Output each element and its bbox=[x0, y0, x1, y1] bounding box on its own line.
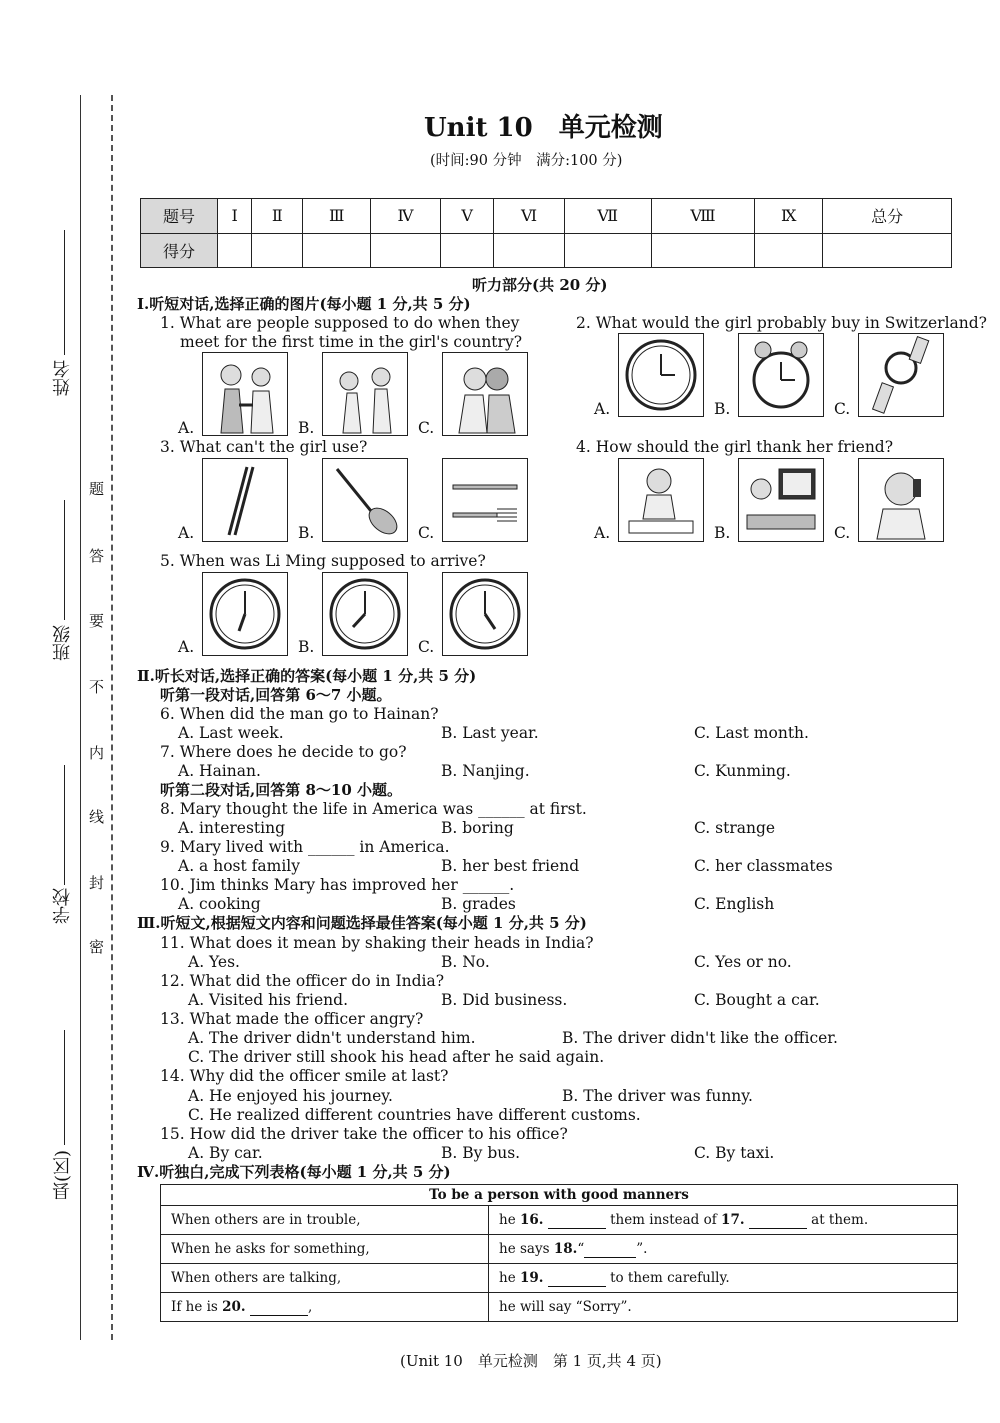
option-label: B. bbox=[298, 638, 315, 656]
q8-text: 8. Mary thought the life in America was ______ at first. bbox=[160, 800, 587, 818]
section1-heading: Ⅰ.听短对话,选择正确的图片(每小题 1 分,共 5 分) bbox=[137, 295, 471, 313]
kissing-picture[interactable] bbox=[442, 352, 528, 436]
writing-letter-picture[interactable] bbox=[618, 458, 704, 542]
q11-option-a[interactable]: A. Yes. bbox=[188, 953, 240, 971]
q1-text: 1. What are people supposed to do when they bbox=[160, 314, 520, 332]
blank-number: 19. bbox=[519, 1269, 544, 1286]
q9-option-b[interactable]: B. her best friend bbox=[441, 857, 580, 875]
table-cell bbox=[489, 1206, 958, 1235]
q10-option-c[interactable]: C. English bbox=[694, 895, 775, 913]
q10-option-b[interactable]: B. grades bbox=[441, 895, 516, 913]
score-input-cell[interactable] bbox=[371, 233, 441, 268]
score-header-cell: Ⅵ bbox=[494, 199, 564, 234]
seal-char: 题 bbox=[89, 480, 105, 498]
option-label: C. bbox=[834, 524, 851, 542]
q12-text: 12. What did the officer do in India? bbox=[160, 972, 445, 990]
score-input-cell[interactable] bbox=[823, 233, 952, 268]
section2-sub2: 听第二段对话,回答第 8～10 小题。 bbox=[160, 781, 402, 799]
answer-blank-19[interactable] bbox=[548, 1270, 606, 1287]
class-blank bbox=[64, 500, 65, 620]
q14-option-c[interactable]: C. He realized different countries have different customs. bbox=[188, 1106, 641, 1124]
score-header-cell: 题号 bbox=[141, 199, 218, 234]
seal-char: 答 bbox=[89, 547, 105, 565]
listening-title: 听力部分(共 20 分) bbox=[472, 276, 608, 294]
blank-number: 18. bbox=[553, 1240, 578, 1257]
q13-option-c[interactable]: C. The driver still shook his head after he said again. bbox=[188, 1048, 605, 1066]
cell-text: he bbox=[499, 1211, 516, 1228]
q7-text: 7. Where does he decide to go? bbox=[160, 743, 407, 761]
table-cell bbox=[161, 1293, 489, 1322]
bowing-picture[interactable] bbox=[322, 352, 408, 436]
chopsticks-picture[interactable] bbox=[202, 458, 288, 542]
q5-text: 5. When was Li Ming supposed to arrive? bbox=[160, 552, 486, 570]
name-blank bbox=[64, 230, 65, 355]
option-label: C. bbox=[418, 524, 435, 542]
q9-option-a[interactable]: A. a host family bbox=[178, 857, 300, 875]
score-header-cell: Ⅷ bbox=[651, 199, 755, 234]
q6-text: 6. When did the man go to Hainan? bbox=[160, 705, 439, 723]
q7-option-b[interactable]: B. Nanjing. bbox=[441, 762, 530, 780]
q15-option-c[interactable]: C. By taxi. bbox=[694, 1144, 775, 1162]
blank-number: 16. bbox=[519, 1211, 544, 1228]
option-label: C. bbox=[834, 400, 851, 418]
seal-char: 封 bbox=[89, 874, 105, 892]
answer-blank-18[interactable] bbox=[584, 1241, 636, 1258]
school-label: 学校 bbox=[52, 888, 73, 924]
score-input-cell[interactable] bbox=[564, 233, 651, 268]
section4-heading: Ⅳ.听独白,完成下列表格(每小题 1 分,共 5 分) bbox=[137, 1163, 451, 1181]
q2-text: 2. What would the girl probably buy in Switzerland? bbox=[576, 314, 987, 332]
q14-text: 14. Why did the officer smile at last? bbox=[160, 1067, 449, 1085]
option-label: B. bbox=[298, 524, 315, 542]
cell-text: them instead of bbox=[610, 1211, 717, 1228]
wristwatch-picture[interactable] bbox=[858, 333, 944, 417]
table-cell: When others are in trouble, bbox=[161, 1206, 489, 1235]
q3-text: 3. What can't the girl use? bbox=[160, 438, 368, 456]
option-label: A. bbox=[178, 524, 195, 542]
cell-text: he bbox=[499, 1269, 516, 1286]
score-input-cell[interactable] bbox=[303, 233, 371, 268]
seal-char: 不 bbox=[89, 678, 105, 696]
computer-picture[interactable] bbox=[738, 458, 824, 542]
knife-fork-picture[interactable] bbox=[442, 458, 528, 542]
q13-text: 13. What made the officer angry? bbox=[160, 1010, 424, 1028]
table-cell: When he asks for something, bbox=[161, 1235, 489, 1264]
score-header-cell: Ⅳ bbox=[371, 199, 441, 234]
q10-option-a[interactable]: A. cooking bbox=[178, 895, 261, 913]
quote-mark: ”. bbox=[636, 1240, 648, 1257]
q7-option-a[interactable]: A. Hainan. bbox=[178, 762, 261, 780]
q15-text: 15. How did the driver take the officer to his office? bbox=[160, 1125, 568, 1143]
score-header-cell: 总分 bbox=[823, 199, 952, 234]
option-label: A. bbox=[178, 638, 195, 656]
option-label: B. bbox=[298, 419, 315, 437]
table-cell bbox=[489, 1264, 958, 1293]
option-label: B. bbox=[714, 400, 731, 418]
score-input-cell[interactable] bbox=[218, 233, 252, 268]
spoon-picture[interactable] bbox=[322, 458, 408, 542]
cell-text: , bbox=[307, 1298, 313, 1315]
county-blank bbox=[64, 1030, 65, 1145]
score-input-cell[interactable] bbox=[755, 233, 823, 268]
q14-option-b[interactable]: B. The driver was funny. bbox=[562, 1087, 753, 1105]
seal-char: 要 bbox=[89, 612, 105, 630]
q11-text: 11. What does it mean by shaking their heads in India? bbox=[160, 934, 594, 952]
answer-blank-17[interactable] bbox=[749, 1212, 807, 1229]
score-header-cell: Ⅲ bbox=[303, 199, 371, 234]
wall-clock-picture[interactable] bbox=[618, 333, 704, 417]
option-label: C. bbox=[418, 638, 435, 656]
table-cell: When others are talking, bbox=[161, 1264, 489, 1293]
q15-option-a[interactable]: A. By car. bbox=[188, 1144, 263, 1162]
sidebar-rule bbox=[80, 95, 81, 1340]
q14-option-a[interactable]: A. He enjoyed his journey. bbox=[188, 1087, 393, 1105]
q11-option-c[interactable]: C. Yes or no. bbox=[694, 953, 792, 971]
manners-table bbox=[160, 1184, 958, 1322]
q1-text-2: meet for the first time in the girl's country? bbox=[180, 333, 523, 351]
name-label: 姓名 bbox=[52, 360, 73, 396]
cell-text: to them carefully. bbox=[610, 1269, 730, 1286]
seal-char: 内 bbox=[89, 744, 105, 762]
county-label: 县(区) bbox=[52, 1150, 73, 1201]
q12-option-b[interactable]: B. Did business. bbox=[441, 991, 568, 1009]
section2-sub1: 听第一段对话,回答第 6～7 小题。 bbox=[160, 686, 392, 704]
cell-text: If he is bbox=[171, 1298, 218, 1315]
q8-option-c[interactable]: C. strange bbox=[694, 819, 776, 837]
quote-mark: “ bbox=[577, 1240, 585, 1257]
q7-option-c[interactable]: C. Kunming. bbox=[694, 762, 791, 780]
handshake-picture[interactable] bbox=[202, 352, 288, 436]
score-header-cell: Ⅴ bbox=[440, 199, 494, 234]
cell-text: he says bbox=[499, 1240, 550, 1257]
table-cell: he will say “Sorry”. bbox=[489, 1293, 958, 1322]
cell-text: at them. bbox=[811, 1211, 869, 1228]
phone-call-picture[interactable] bbox=[858, 458, 944, 542]
seal-char: 密 bbox=[89, 938, 105, 956]
score-header-cell: Ⅶ bbox=[564, 199, 651, 234]
q13-option-a[interactable]: A. The driver didn't understand him. bbox=[188, 1029, 476, 1047]
q6-option-c[interactable]: C. Last month. bbox=[694, 724, 809, 742]
seal-char: 线 bbox=[89, 808, 105, 826]
answer-blank-20[interactable] bbox=[250, 1299, 308, 1316]
answer-blank-16[interactable] bbox=[548, 1212, 606, 1229]
page-title: Unit 10 单元检测 bbox=[424, 113, 663, 143]
q12-option-a[interactable]: A. Visited his friend. bbox=[188, 991, 349, 1009]
clock-7-picture[interactable] bbox=[202, 572, 288, 656]
score-header-cell: Ⅰ bbox=[218, 199, 252, 234]
option-label: A. bbox=[594, 524, 611, 542]
q13-option-b[interactable]: B. The driver didn't like the officer. bbox=[562, 1029, 838, 1047]
page-subtitle: (时间:90 分钟 满分:100 分) bbox=[430, 153, 623, 169]
option-label: A. bbox=[178, 419, 195, 437]
q12-option-c[interactable]: C. Bought a car. bbox=[694, 991, 820, 1009]
table-title: To be a person with good manners bbox=[161, 1185, 958, 1206]
option-label: C. bbox=[418, 419, 435, 437]
school-blank bbox=[64, 765, 65, 885]
clock-5-picture[interactable] bbox=[442, 572, 528, 656]
clock-8-picture[interactable] bbox=[322, 572, 408, 656]
seal-line bbox=[111, 95, 113, 1340]
q4-text: 4. How should the girl thank her friend? bbox=[576, 438, 894, 456]
section2-heading: Ⅱ.听长对话,选择正确的答案(每小题 1 分,共 5 分) bbox=[137, 667, 477, 685]
score-input-cell[interactable] bbox=[440, 233, 494, 268]
class-label: 班级 bbox=[52, 625, 73, 661]
section3-heading: Ⅲ.听短文,根据短文内容和问题选择最佳答案(每小题 1 分,共 5 分) bbox=[137, 914, 587, 932]
alarm-clock-picture[interactable] bbox=[738, 333, 824, 417]
score-input-cell[interactable] bbox=[651, 233, 755, 268]
q6-option-b[interactable]: B. Last year. bbox=[441, 724, 539, 742]
score-header-cell: Ⅱ bbox=[252, 199, 303, 234]
q9-option-c[interactable]: C. her classmates bbox=[694, 857, 833, 875]
table-cell bbox=[489, 1235, 958, 1264]
score-table bbox=[140, 198, 952, 268]
score-header-cell: Ⅸ bbox=[755, 199, 823, 234]
blank-number: 20. bbox=[222, 1298, 246, 1315]
blank-number: 17. bbox=[721, 1211, 745, 1228]
q9-text: 9. Mary lived with ______ in America. bbox=[160, 838, 450, 856]
page-footer: (Unit 10 单元检测 第 1 页,共 4 页) bbox=[400, 1352, 662, 1370]
q11-option-b[interactable]: B. No. bbox=[441, 953, 490, 971]
score-input-cell[interactable] bbox=[494, 233, 564, 268]
q6-option-a[interactable]: A. Last week. bbox=[178, 724, 284, 742]
q8-option-b[interactable]: B. boring bbox=[441, 819, 514, 837]
option-label: B. bbox=[714, 524, 731, 542]
score-row-label: 得分 bbox=[141, 233, 218, 268]
q10-text: 10. Jim thinks Mary has improved her ______. bbox=[160, 876, 515, 894]
score-input-cell[interactable] bbox=[252, 233, 303, 268]
q15-option-b[interactable]: B. By bus. bbox=[441, 1144, 521, 1162]
option-label: A. bbox=[594, 400, 611, 418]
q8-option-a[interactable]: A. interesting bbox=[178, 819, 286, 837]
